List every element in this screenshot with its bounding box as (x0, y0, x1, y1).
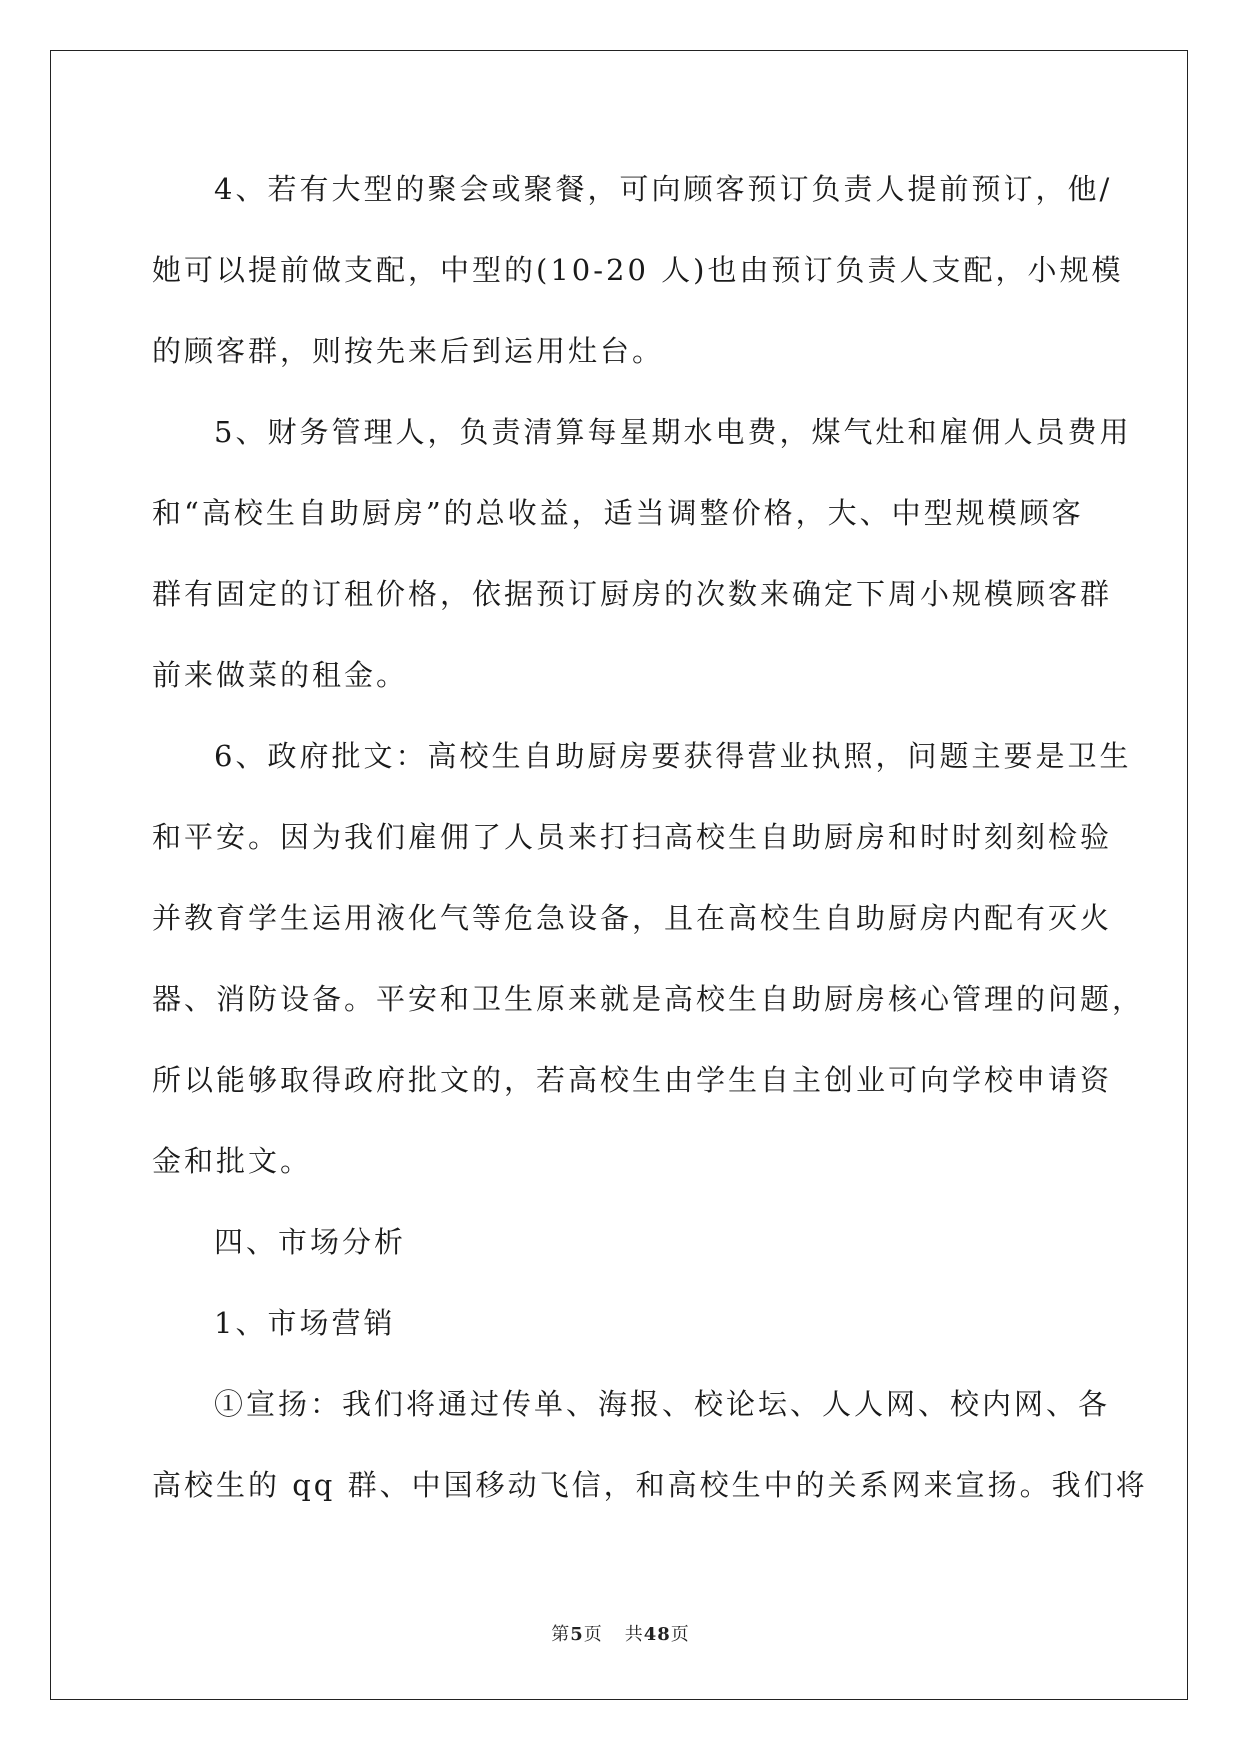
paragraph-6-line-1: 6、政府批文：高校生自助厨房要获得营业执照，问题主要是卫生 (214, 739, 1132, 773)
paragraph-promotion-line-1: ①宣扬：我们将通过传单、海报、校论坛、人人网、校内网、各 (214, 1387, 1111, 1421)
paragraph-6-line-4: 器、消防设备。平安和卫生原来就是高校生自助厨房核心管理的问题， (152, 982, 1145, 1016)
paragraph-6-line-6: 金和批文。 (152, 1144, 313, 1178)
footer-page-prefix: 第 (551, 1624, 571, 1645)
section-heading-market-analysis: 四、市场分析 (214, 1225, 407, 1259)
footer-total-prefix: 共 (624, 1624, 644, 1645)
footer-total-pages: 48 (643, 1624, 671, 1645)
subsection-heading-marketing: 1、市场营销 (214, 1306, 396, 1340)
footer-page-unit: 页 (583, 1624, 603, 1645)
footer-total-unit: 页 (670, 1624, 690, 1645)
paragraph-6-line-2: 和平安。因为我们雇佣了人员来打扫高校生自助厨房和时时刻刻检验 (152, 820, 1113, 854)
paragraph-4-line-1: 4、若有大型的聚会或聚餐，可向顾客预订负责人提前预订，他/ (214, 172, 1113, 206)
paragraph-5-line-3: 群有固定的订租价格，依据预订厨房的次数来确定下周小规模顾客群 (152, 577, 1113, 611)
document-body (152, 160, 1148, 1537)
paragraph-4-line-2: 她可以提前做支配，中型的(10-20 人)也由预订负责人支配，小规模 (152, 253, 1124, 287)
paragraph-5-line-1: 5、财务管理人，负责清算每星期水电费，煤气灶和雇佣人员费用 (214, 415, 1132, 449)
paragraph-4-line-3: 的顾客群，则按先来后到运用灶台。 (152, 334, 665, 368)
paragraph-5-line-2: 和“高校生自助厨房”的总收益，适当调整价格，大、中型规模顾客 (152, 496, 1084, 530)
paragraph-promotion-line-2: 高校生的 qq 群、中国移动飞信，和高校生中的关系网来宣扬。我们将 (152, 1468, 1148, 1502)
paragraph-5-line-4: 前来做菜的租金。 (152, 658, 409, 692)
footer-page-number: 5 (570, 1624, 584, 1645)
paragraph-6-line-5: 所以能够取得政府批文的，若高校生由学生自主创业可向学校申请资 (152, 1063, 1113, 1097)
paragraph-6-line-3: 并教育学生运用液化气等危急设备，且在高校生自助厨房内配有灭火 (152, 901, 1113, 935)
page-footer (0, 1620, 1241, 1646)
